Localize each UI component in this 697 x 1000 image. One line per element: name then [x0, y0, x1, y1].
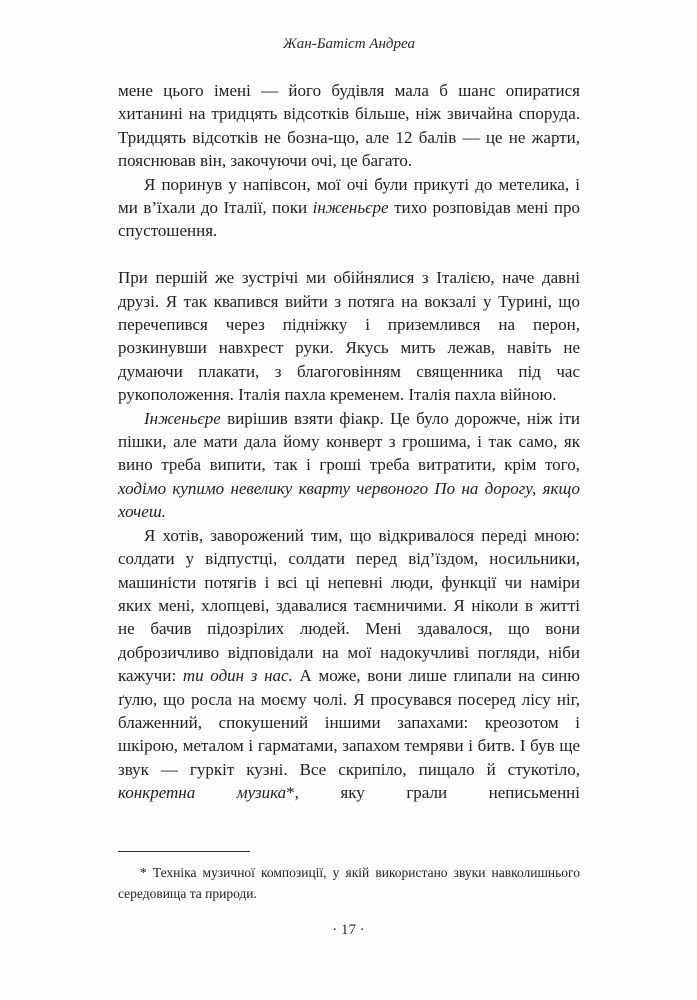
paragraph	[118, 79, 580, 173]
running-header-author: Жан-Батіст Андреа	[283, 36, 415, 52]
body-text	[118, 79, 580, 805]
text-run: А може, вони лише глипали на синю ґулю, що росла на моєму чолі. Я просувався посеред лісу ніг, блаженний, спокушений іншими запахами: креозотом і шкірою, металом і гарматами, запахом темряви і битв. І був ще звук — гуркіт кузні. Все скрипіло, пищало й стукотіло,	[118, 666, 580, 779]
italic-text-run: ти один з нас.	[182, 666, 293, 686]
footnote-rule	[118, 851, 250, 852]
paragraph	[118, 173, 580, 243]
italic-text-run: конкретна музика	[118, 783, 287, 803]
text-run: мене цього імені — його будівля мала б шанс опиратися хитанині на тридцять відсотків більше, ніж звичайна споруда. Тридцять відсотків не бозна-що, але 12 балів — це не жарти, пояснював він, закочуючи очі, це багато.	[118, 81, 580, 171]
italic-text-run: інженьєре	[312, 198, 389, 218]
text-run: *, яку грали неписьменні	[286, 783, 580, 803]
footnote-block	[118, 851, 580, 904]
text-run: Я поринув у напівсон, мої очі були прикуті до метелика, і ми в’їхали до Італії, поки	[118, 174, 580, 218]
paragraph	[118, 407, 580, 524]
text-run: При першій же зустрічі ми обійнялися з Італією, наче давні друзі. Я так квапився вийти з потяга на вокзалі у Турині, що перечепився через підніжку і приземлився на перон, розкинувши навхрест руки. Якусь мить лежав, навіть не думаючи плакати, з благоговінням священника під час рукоположення. Італія пахла кременем. Італія пахла війною.	[118, 268, 580, 405]
footnote-text: * Техніка музичної композиції, у якій використано звуки навколишнього середовища та природи.	[118, 865, 580, 901]
text-run: тихо розповідав мені про спустошення.	[118, 198, 580, 241]
text-run: вирішив взяти фіакр. Це було дорожче, ніж іти пішки, але мати дала йому конверт з грошима, і так само, як вино треба випити, так і гроші треба витратити, крім того,	[118, 408, 580, 475]
italic-text-run: Інженьєре	[144, 408, 221, 428]
text-run: Я хотів, заворожений тим, що відкривалося переді мною: солдати у відпустці, солдати перед від’їздом, носильники, машиністи потягів і всі ці непевні люди, функції чи наміри яких мені, хлопцеві, здавалися таємничими. Я ніколи в житті не бачив підозрілих людей. Мені здавалося, що вони доброзичливо відповідали на мої надокучливі погляди, ніби кажучи:	[118, 525, 580, 686]
page-number: · 17 ·	[332, 922, 365, 938]
italic-text-run: ходімо купимо невелику кварту червоного По на дорогу, якщо хочеш.	[118, 478, 580, 522]
paragraph	[118, 524, 580, 805]
paragraph	[118, 266, 580, 406]
